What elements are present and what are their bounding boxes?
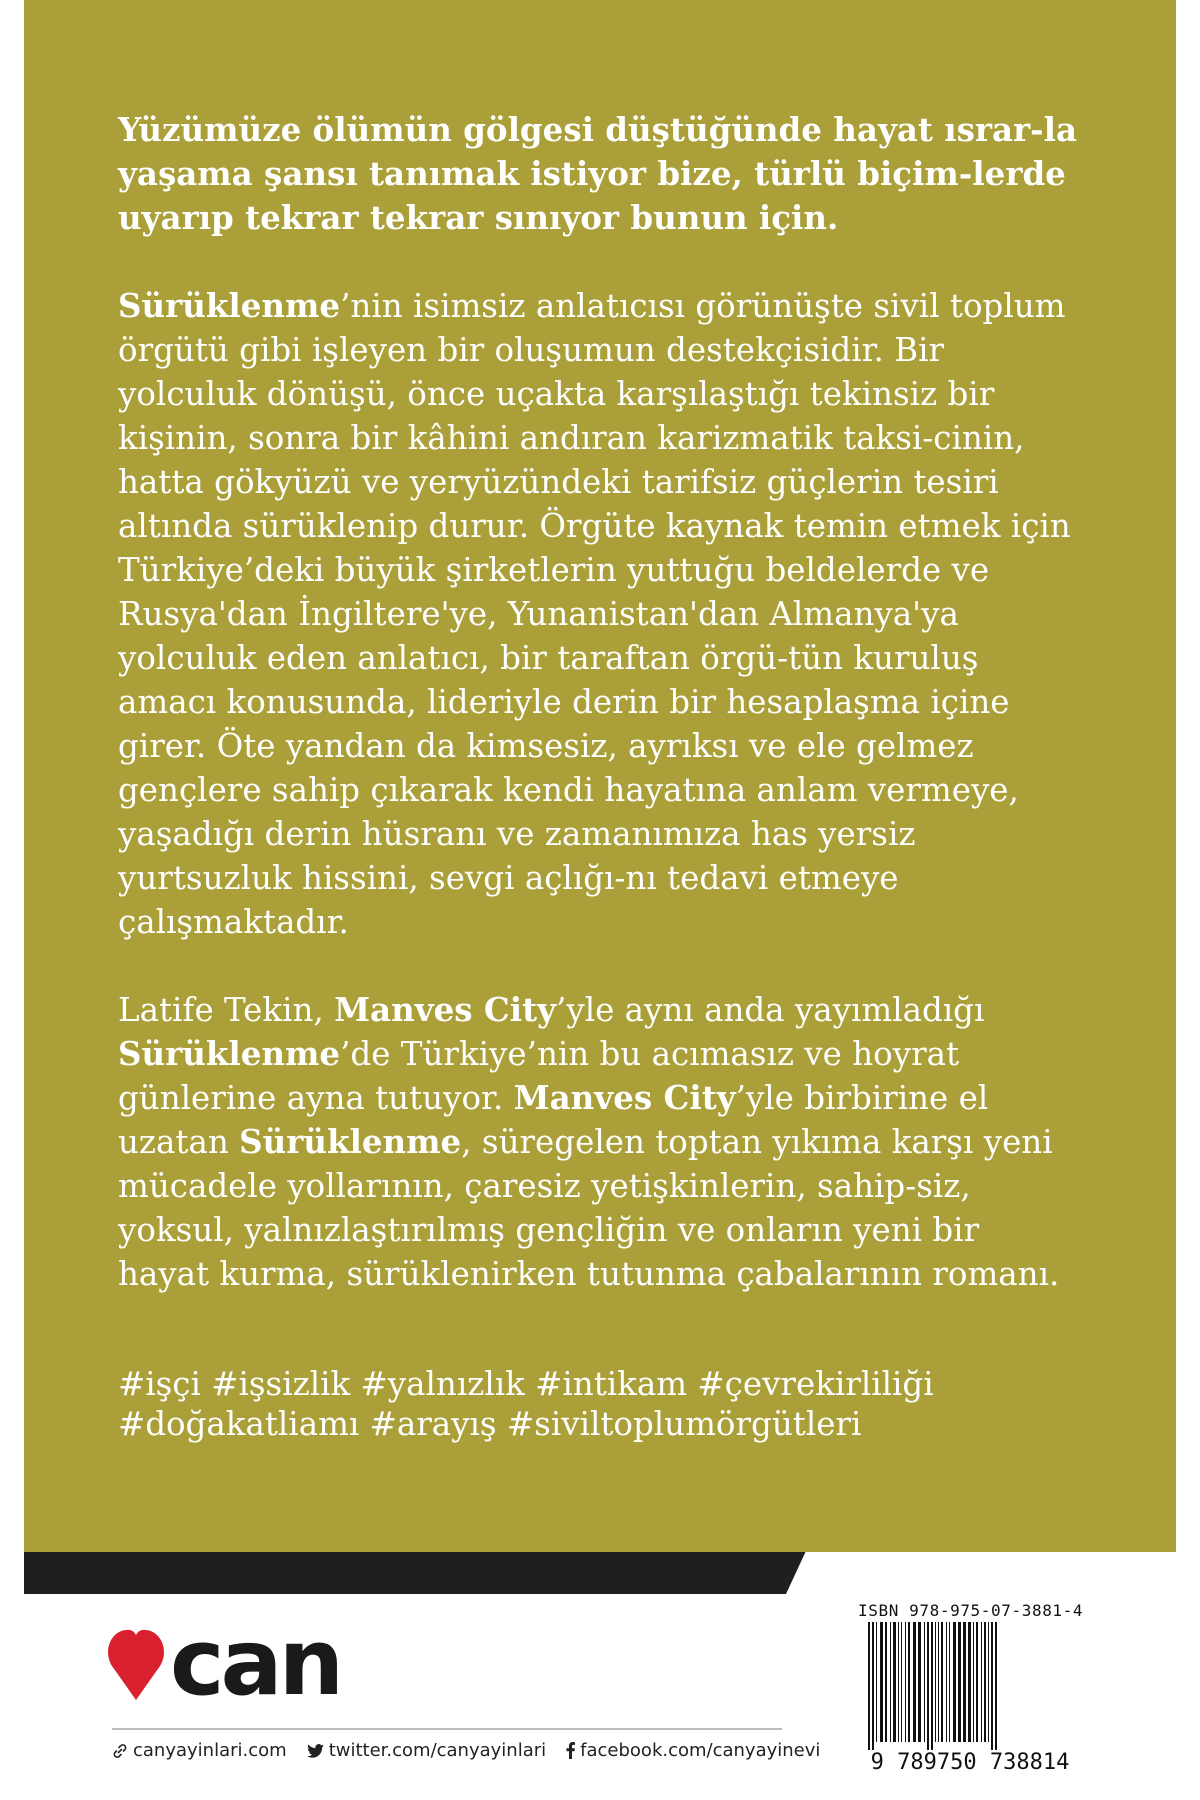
lead-paragraph: Yüzümüze ölümün gölgesi düştüğünde hayat ısrar-la yaşama şansı tanımak istiyor bize, türlü biçim-lerde uyarıp tekrar tekrar sınıyor bunun için. [118,110,1078,237]
isbn-label: ISBN 978-975-07-3881-4 [858,1601,1084,1620]
barcode-bar [935,1622,936,1742]
barcode-bar [931,1622,933,1750]
twitter-label: twitter.com/canyayinlari [328,1740,547,1761]
barcode-bar [984,1622,986,1742]
facebook-label: facebook.com/canyayinevi [580,1740,821,1761]
closing-paragraph [118,988,1078,1296]
barcode-bar [872,1622,874,1750]
band-notch [786,1552,1176,1594]
barcode-bar [946,1622,947,1742]
barcode-bar [901,1622,902,1742]
barcode-bar [905,1622,906,1742]
barcode-bar [941,1622,943,1742]
closing-text: Latife Tekin, [118,991,335,1029]
closing-text: , süregelen toptan yıkıma karşı yeni mücadele yollarının, çaresiz yetişkinlerin, sahip-siz, yoksul, yalnızlaştırılmış gençliğin ve onların yeni bir hayat kurma, sürüklenirken tutunma çabalarının romanı. [118,1123,1060,1293]
related-book-title: Manves City [334,990,557,1029]
barcode-bar [949,1622,950,1742]
summary-paragraph [118,284,1078,944]
footer-divider [112,1728,782,1730]
barcode-bar [953,1622,956,1742]
book-title-bold: Sürüklenme [239,1122,462,1161]
hashtag-list: #işçi #işsizlik #yalnızlık #intikam #çevrekirliliği #doğakatliamı #arayış #siviltoplumörgütleri [118,1365,934,1443]
barcode-bar [988,1622,989,1742]
barcode-bar [976,1622,978,1742]
book-title-bold: Sürüklenme [118,1034,341,1073]
barcode-bar [927,1622,929,1750]
barcode [850,1622,1090,1772]
twitter-link[interactable] [307,1740,546,1761]
closing-text: ’de Türkiye’nin bu acımasız ve hoyrat günlerine ayna tutuyor. [118,1035,960,1117]
barcode-bar [868,1622,870,1750]
publisher-links [112,1740,820,1761]
heart-logo-mark [108,1630,164,1700]
barcode-bar [908,1622,910,1742]
barcode-bar [924,1622,925,1742]
barcode-bar [898,1622,899,1742]
barcode-bar [995,1622,997,1750]
closing-text: ’yle aynı anda yayımladığı [556,991,985,1029]
barcode-bar [991,1622,993,1750]
summary-body: ’nin isimsiz anlatıcısı görünüşte sivil toplum örgütü gibi işleyen bir oluşumun destekçisidir. Bir yolculuk dönüşü, önce uçakta karşılaştığı tekinsiz bir kişinin, sonra bir kâhini andıran karizmatik taksi-cinin, hatta gökyüzü ve yeryüzündeki tarifsiz güçlerin tesiri altında sürüklenip durur. Örgüte kaynak temin etmek için Türkiye’deki büyük şirketlerin yuttuğu beldelerde ve Rusya'dan İngiltere'ye, Yunanistan'dan Almanya'ya yolculuk eden anlatıcı, bir taraftan örgü-tün kuruluş amacı konusunda, lideriyle derin bir hesaplaşma içine girer. Öte yandan da kimsesiz, ayrıksı ve ele gelmez gençlere sahip çıkarak kendi hayatına anlam vermeye, yaşadığı derin hüsranı ve zamanımıza has yersiz yurtsuzluk hissini, sevgi açlığı-nı tedavi etmeye çalışmaktadır. [118,287,1071,941]
link-icon [112,1743,128,1759]
closing-text: ’yle birbirine el uzatan [118,1079,989,1161]
blurb-text [118,108,1078,1444]
barcode-bar [913,1622,916,1742]
barcode-bars [868,1622,997,1750]
barcode-digits: 9 789750 738814 [870,1750,1070,1772]
twitter-icon [307,1744,324,1758]
facebook-link[interactable] [566,1740,820,1761]
publisher-logo [106,1622,378,1702]
barcode-bar [968,1622,971,1742]
barcode-bar [890,1622,891,1742]
logo-wordmark: can [170,1622,341,1702]
book-title-bold: Sürüklenme [118,286,341,325]
barcode-bar [938,1622,939,1742]
barcode-bar [973,1622,974,1742]
facebook-icon [566,1742,575,1759]
related-book-title: Manves City [513,1078,736,1117]
website-link[interactable] [112,1740,287,1761]
barcode-bar [880,1622,883,1742]
barcode-bar [885,1622,887,1742]
barcode-bar [963,1622,966,1742]
barcode-bar [918,1622,921,1742]
barcode-bar [893,1622,896,1742]
barcode-bar [876,1622,877,1742]
website-label: canyayinlari.com [133,1740,287,1761]
barcode-bar [981,1622,982,1742]
barcode-bar [958,1622,961,1742]
